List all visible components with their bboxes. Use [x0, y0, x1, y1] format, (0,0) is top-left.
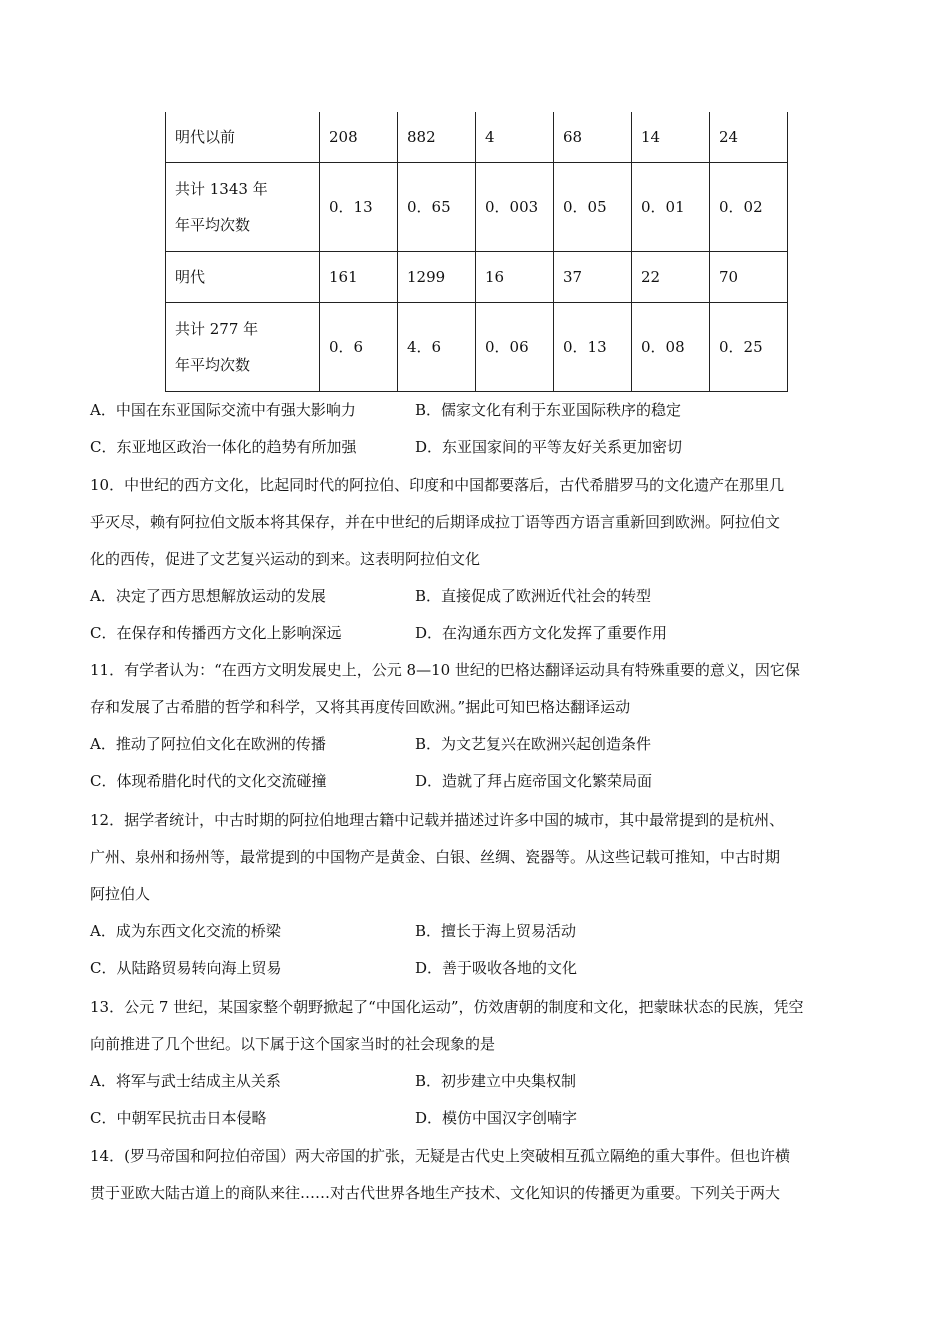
table-cell: 0．08: [632, 303, 710, 392]
table-cell: 4．6: [398, 303, 476, 392]
option-row: [90, 763, 865, 800]
option-c[interactable]: C．中朝军民抗击日本侵略: [90, 1109, 267, 1127]
table-row: [166, 163, 788, 252]
option-d[interactable]: D．模仿中国汉字创喃字: [415, 1109, 578, 1127]
question-text-line: 阿拉伯人: [90, 885, 151, 903]
option-row: [90, 1063, 865, 1100]
table-cell: 0．65: [398, 163, 476, 252]
table-row: [166, 303, 788, 392]
option-c[interactable]: C．东亚地区政治一体化的趋势有所加强: [90, 438, 357, 456]
question-11: [90, 652, 865, 800]
row-label: 明代以前: [166, 112, 320, 163]
question-text-line: 乎灭尽，赖有阿拉伯文版本将其保存，并在中世纪的后期译成拉丁语等西方语言重新回到欧洲。阿拉伯文: [90, 513, 781, 531]
option-row: [90, 1100, 865, 1137]
table-cell: 161: [320, 252, 398, 303]
option-row: [90, 429, 865, 466]
option-row: [90, 392, 865, 429]
option-c[interactable]: C．体现希腊化时代的文化交流碰撞: [90, 772, 327, 790]
question-text-line: 13．公元 7 世纪，某国家整个朝野掀起了“中国化运动”，仿效唐朝的制度和文化，把蒙昧状态的民族，凭空: [90, 998, 804, 1016]
question-text-line: 12．据学者统计，中古时期的阿拉伯地理古籍中记载并描述过许多中国的城市，其中最常提到的是杭州、: [90, 811, 785, 829]
row-label: 共计 277 年 年平均次数: [166, 303, 320, 392]
table-cell: 0．06: [476, 303, 554, 392]
statistics-table: [165, 112, 788, 392]
question-text-line: 广州、泉州和扬州等，最常提到的中国物产是黄金、白银、丝绸、瓷器等。从这些记载可推知，中古时期: [90, 848, 781, 866]
table-cell: 68: [554, 112, 632, 163]
table-cell: 24: [710, 112, 788, 163]
option-c[interactable]: C．在保存和传播西方文化上影响深远: [90, 624, 342, 642]
table-cell: 70: [710, 252, 788, 303]
option-c[interactable]: C．从陆路贸易转向海上贸易: [90, 959, 282, 977]
option-a[interactable]: A．决定了西方思想解放运动的发展: [90, 587, 326, 605]
option-d[interactable]: D．在沟通东西方文化发挥了重要作用: [415, 624, 668, 642]
table-cell: 882: [398, 112, 476, 163]
question-9-options: [90, 392, 865, 466]
question-text-line: 10．中世纪的西方文化，比起同时代的阿拉伯、印度和中国都要落后，古代希腊罗马的文化遗产在那里几: [90, 476, 785, 494]
table-cell: 0．02: [710, 163, 788, 252]
option-row: [90, 913, 865, 950]
table-cell: 22: [632, 252, 710, 303]
table-cell: 0．003: [476, 163, 554, 252]
table-cell: 1299: [398, 252, 476, 303]
table-cell: 4: [476, 112, 554, 163]
option-d[interactable]: D．造就了拜占庭帝国文化繁荣局面: [415, 772, 653, 790]
option-d[interactable]: D．东亚国家间的平等友好关系更加密切: [415, 438, 683, 456]
option-d[interactable]: D．善于吸收各地的文化: [415, 959, 578, 977]
question-14: [90, 1138, 865, 1212]
option-row: [90, 950, 865, 987]
question-text-line: 化的西传，促进了文艺复兴运动的到来。这表明阿拉伯文化: [90, 550, 481, 568]
table-cell: 208: [320, 112, 398, 163]
question-text-line: 存和发展了古希腊的哲学和科学，又将其再度传回欧洲。”据此可知巴格达翻译运动: [90, 698, 631, 716]
table-cell: 0．13: [320, 163, 398, 252]
question-text-line: 11．有学者认为：“在西方文明发展史上，公元 8—10 世纪的巴格达翻译运动具有特殊重要的意义，因它保: [90, 661, 800, 679]
option-row: [90, 615, 865, 652]
option-b[interactable]: B．初步建立中央集权制: [415, 1072, 577, 1090]
table-cell: 37: [554, 252, 632, 303]
option-a[interactable]: A．成为东西文化交流的桥梁: [90, 922, 281, 940]
question-13: [90, 989, 865, 1137]
question-text-line: 向前推进了几个世纪。以下属于这个国家当时的社会现象的是: [90, 1035, 496, 1053]
table-cell: 0．25: [710, 303, 788, 392]
row-label: 共计 1343 年 年平均次数: [166, 163, 320, 252]
option-b[interactable]: B．儒家文化有利于东亚国际秩序的稳定: [415, 401, 682, 419]
table-cell: 16: [476, 252, 554, 303]
table-cell: 14: [632, 112, 710, 163]
question-10: [90, 467, 865, 652]
option-a[interactable]: A．中国在东亚国际交流中有强大影响力: [90, 401, 356, 419]
table-cell: 0．13: [554, 303, 632, 392]
option-a[interactable]: A．将军与武士结成主从关系: [90, 1072, 281, 1090]
option-row: [90, 578, 865, 615]
question-text-line: 14．(罗马帝国和阿拉伯帝国）两大帝国的扩张，无疑是古代史上突破相互孤立隔绝的重大事件。但也许横: [90, 1147, 790, 1165]
table-cell: 0．05: [554, 163, 632, 252]
table-row: [166, 112, 788, 163]
question-text-line: 贯于亚欧大陆古道上的商队来往……对古代世界各地生产技术、文化知识的传播更为重要。下列关于两大: [90, 1184, 781, 1202]
option-row: [90, 726, 865, 763]
table-cell: 0．6: [320, 303, 398, 392]
row-label: 明代: [166, 252, 320, 303]
option-b[interactable]: B．为文艺复兴在欧洲兴起创造条件: [415, 735, 652, 753]
option-b[interactable]: B．擅长于海上贸易活动: [415, 922, 577, 940]
table-row: [166, 252, 788, 303]
option-b[interactable]: B．直接促成了欧洲近代社会的转型: [415, 587, 652, 605]
question-12: [90, 802, 865, 987]
option-a[interactable]: A．推动了阿拉伯文化在欧洲的传播: [90, 735, 326, 753]
table-cell: 0．01: [632, 163, 710, 252]
